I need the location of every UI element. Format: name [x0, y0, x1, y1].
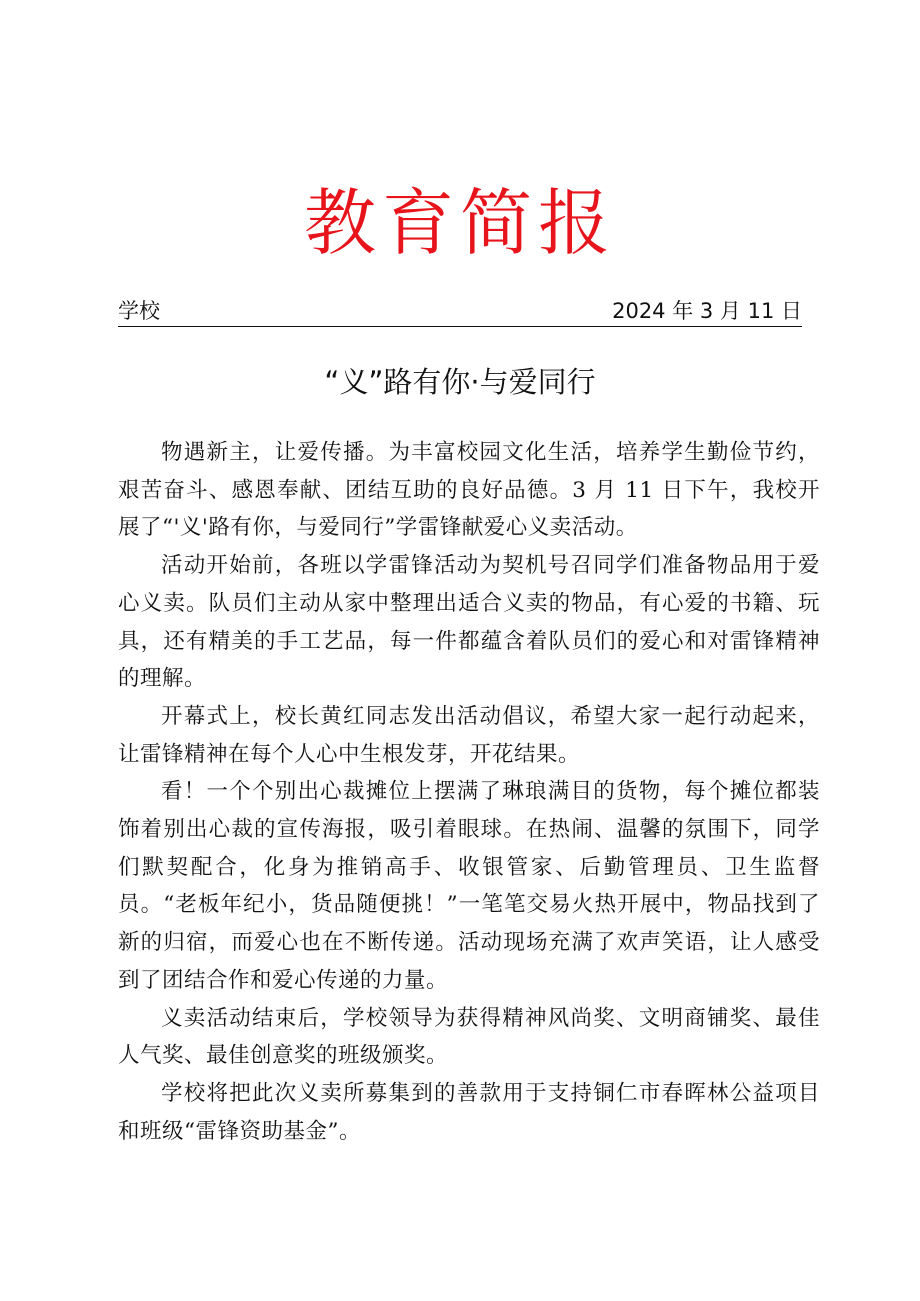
article-paragraph: 义卖活动结束后，学校领导为获得精神风尚奖、文明商铺奖、最佳人气奖、最佳创意奖的班级颁奖。: [118, 1005, 820, 1069]
article-title: “义”路有你·与爱同行: [324, 365, 596, 399]
article-body: [118, 434, 820, 1150]
meta-line: [118, 296, 802, 327]
school-label: 学校: [118, 299, 160, 323]
newsletter-masthead: 教育简报: [303, 181, 616, 265]
article-paragraph: 活动开始前，各班以学雷锋活动为契机号召同学们准备物品用于爱心义卖。队员们主动从家中整理出适合义卖的物品，有心爱的书籍、玩具，还有精美的手工艺品，每一件都蕴含着队员们的爱心和对雷锋精神的理解。: [118, 553, 820, 692]
article-paragraph: 学校将把此次义卖所募集到的善款用于支持铜仁市春晖林公益项目和班级“雷锋资助基金”。: [118, 1080, 820, 1144]
article-paragraph: 开幕式上，校长黄红同志发出活动倡议，希望大家一起行动起来，让雷锋精神在每个人心中生根发芽，开花结果。: [118, 703, 820, 767]
issue-date: 2024 年 3 月 11 日: [612, 299, 802, 323]
article-paragraph: 看！一个个别出心裁摊位上摆满了琳琅满目的货物，每个摊位都装饰着别出心裁的宣传海报，吸引着眼球。在热闹、温馨的氛围下，同学们默契配合，化身为推销高手、收银管家、后勤管理员、卫生监督员。“老板年纪小，货品随便挑！”一笔笔交易火热开展中，物品找到了新的归宿，而爱心也在不断传递。活动现场充满了欢声笑语，让人感受到了团结合作和爱心传递的力量。: [118, 779, 820, 993]
article-paragraph: 物遇新主，让爱传播。为丰富校园文化生活，培养学生勤俭节约，艰苦奋斗、感恩奉献、团结互助的良好品德。3 月 11 日下午，我校开展了“'义'路有你，与爱同行”学雷锋献爱心义卖活动。: [118, 440, 820, 541]
